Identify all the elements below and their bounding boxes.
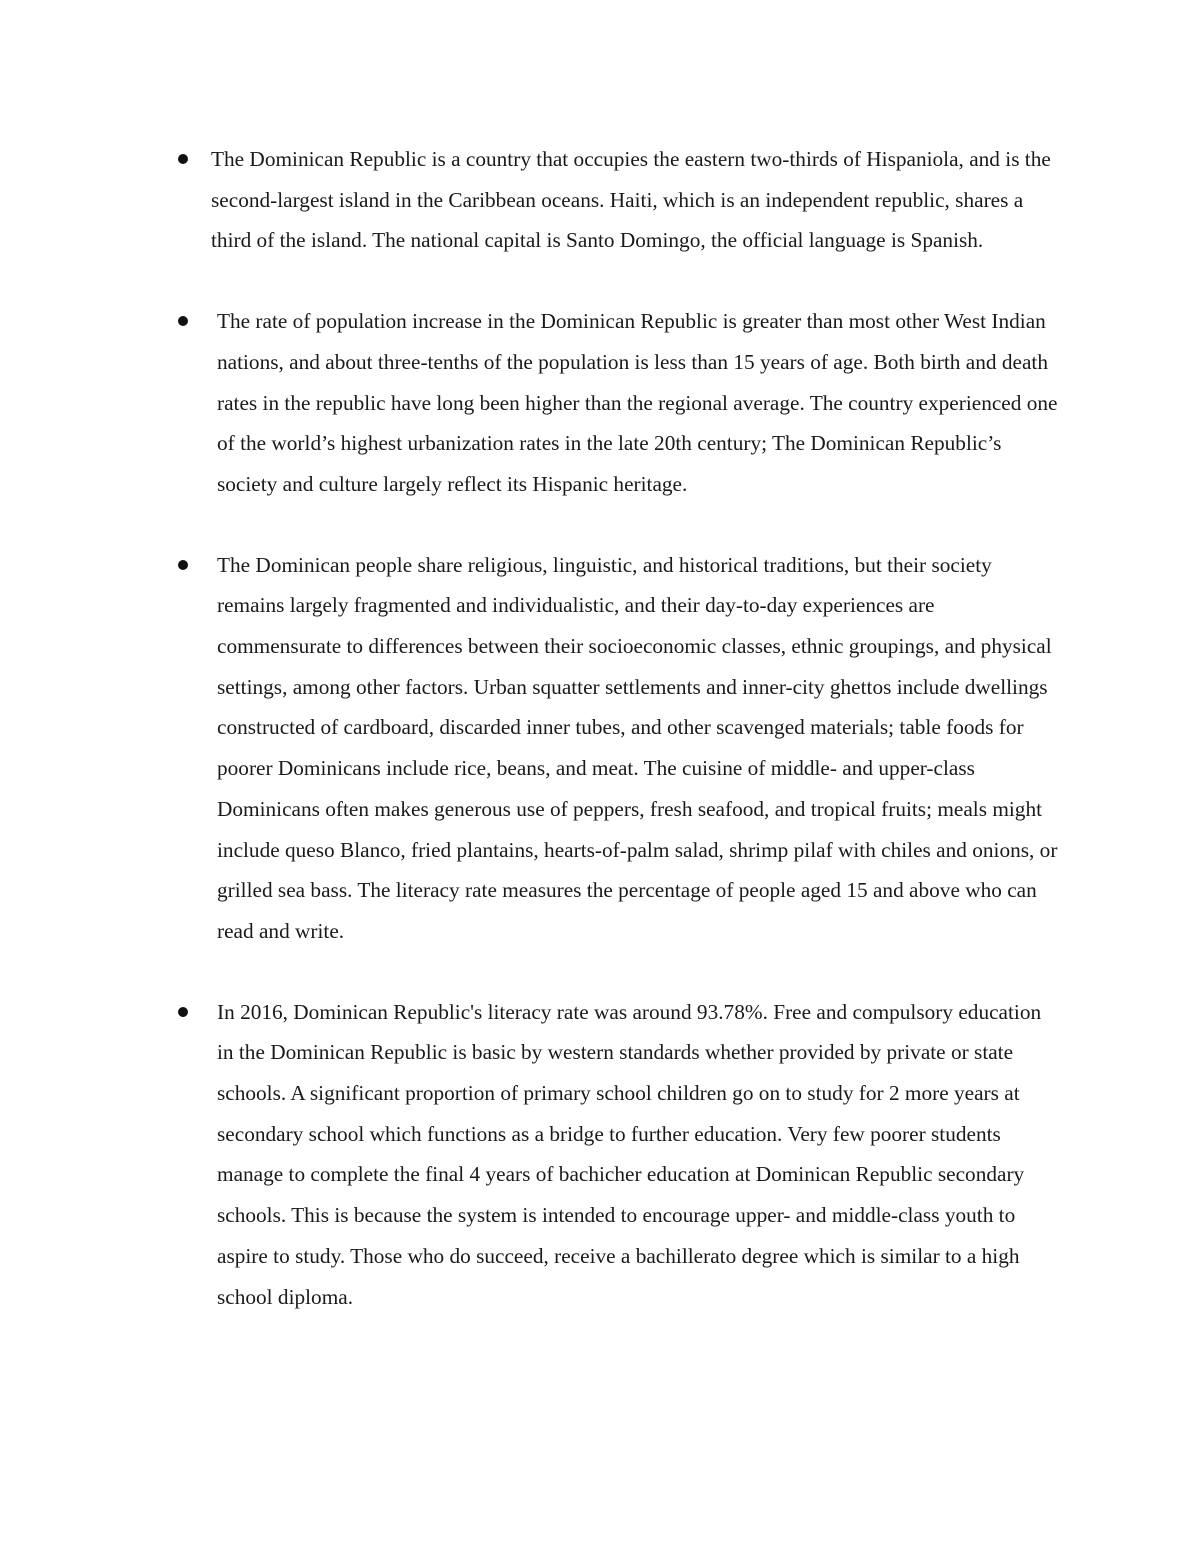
bullet-icon (178, 316, 188, 326)
bullet-icon (178, 560, 188, 570)
bullet-icon (178, 1007, 188, 1017)
bullet-text: The Dominican Republic is a country that occupies the eastern two-thirds of Hispaniola, and is the second-largest island in the Caribbean oceans. Haiti, which is an independent republic, shares a third of the island. The national capital is Santo Domingo, the official language is Spanish. (211, 147, 1051, 253)
bullet-text: The rate of population increase in the Dominican Republic is greater than most other West Indian nations, and about three-tenths of the population is less than 15 years of age. Both birth and death rates in the republic have long been higher than the regional average. The country experienced one of the world’s highest urbanization rates in the late 20th century; The Dominican Republic’s society and culture largely reflect its Hispanic heritage. (217, 309, 1058, 496)
bullet-text: The Dominican people share religious, linguistic, and historical traditions, but their society remains largely fragmented and individualistic, and their day-to-day experiences are commensurate to differences between their socioeconomic classes, ethnic groupings, and physical settings, among other factors. Urban squatter settlements and inner-city ghettos include dwellings constructed of cardboard, discarded inner tubes, and other scavenged materials; table foods for poorer Dominicans include rice, beans, and meat. The cuisine of middle- and upper-class Dominicans often makes generous use of peppers, fresh seafood, and tropical fruits; meals might include queso Blanco, fried plantains, hearts-of-palm salad, shrimp pilaf with chiles and onions, or grilled sea bass. The literacy rate measures the percentage of people aged 15 and above who can read and write. (217, 552, 1058, 943)
bullet-item-country-overview (0, 139, 1059, 261)
bullet-text: In 2016, Dominican Republic's literacy rate was around 93.78%. Free and compulsory education in the Dominican Republic is basic by western standards whether provided by private or state schools. A significant proportion of primary school children go on to study for 2 more years at secondary school which functions as a bridge to further education. Very few poorer students manage to complete the final 4 years of bachicher education at Dominican Republic secondary schools. This is because the system is intended to encourage upper- and middle-class youth to aspire to study. Those who do succeed, receive a bachillerato degree which is similar to a high school diploma. (217, 999, 1042, 1309)
bullet-item-population (0, 301, 1059, 505)
bullet-item-education (0, 992, 1059, 1318)
bullet-list (0, 139, 1200, 1357)
bullet-item-society (0, 545, 1059, 952)
bullet-icon (178, 154, 188, 164)
